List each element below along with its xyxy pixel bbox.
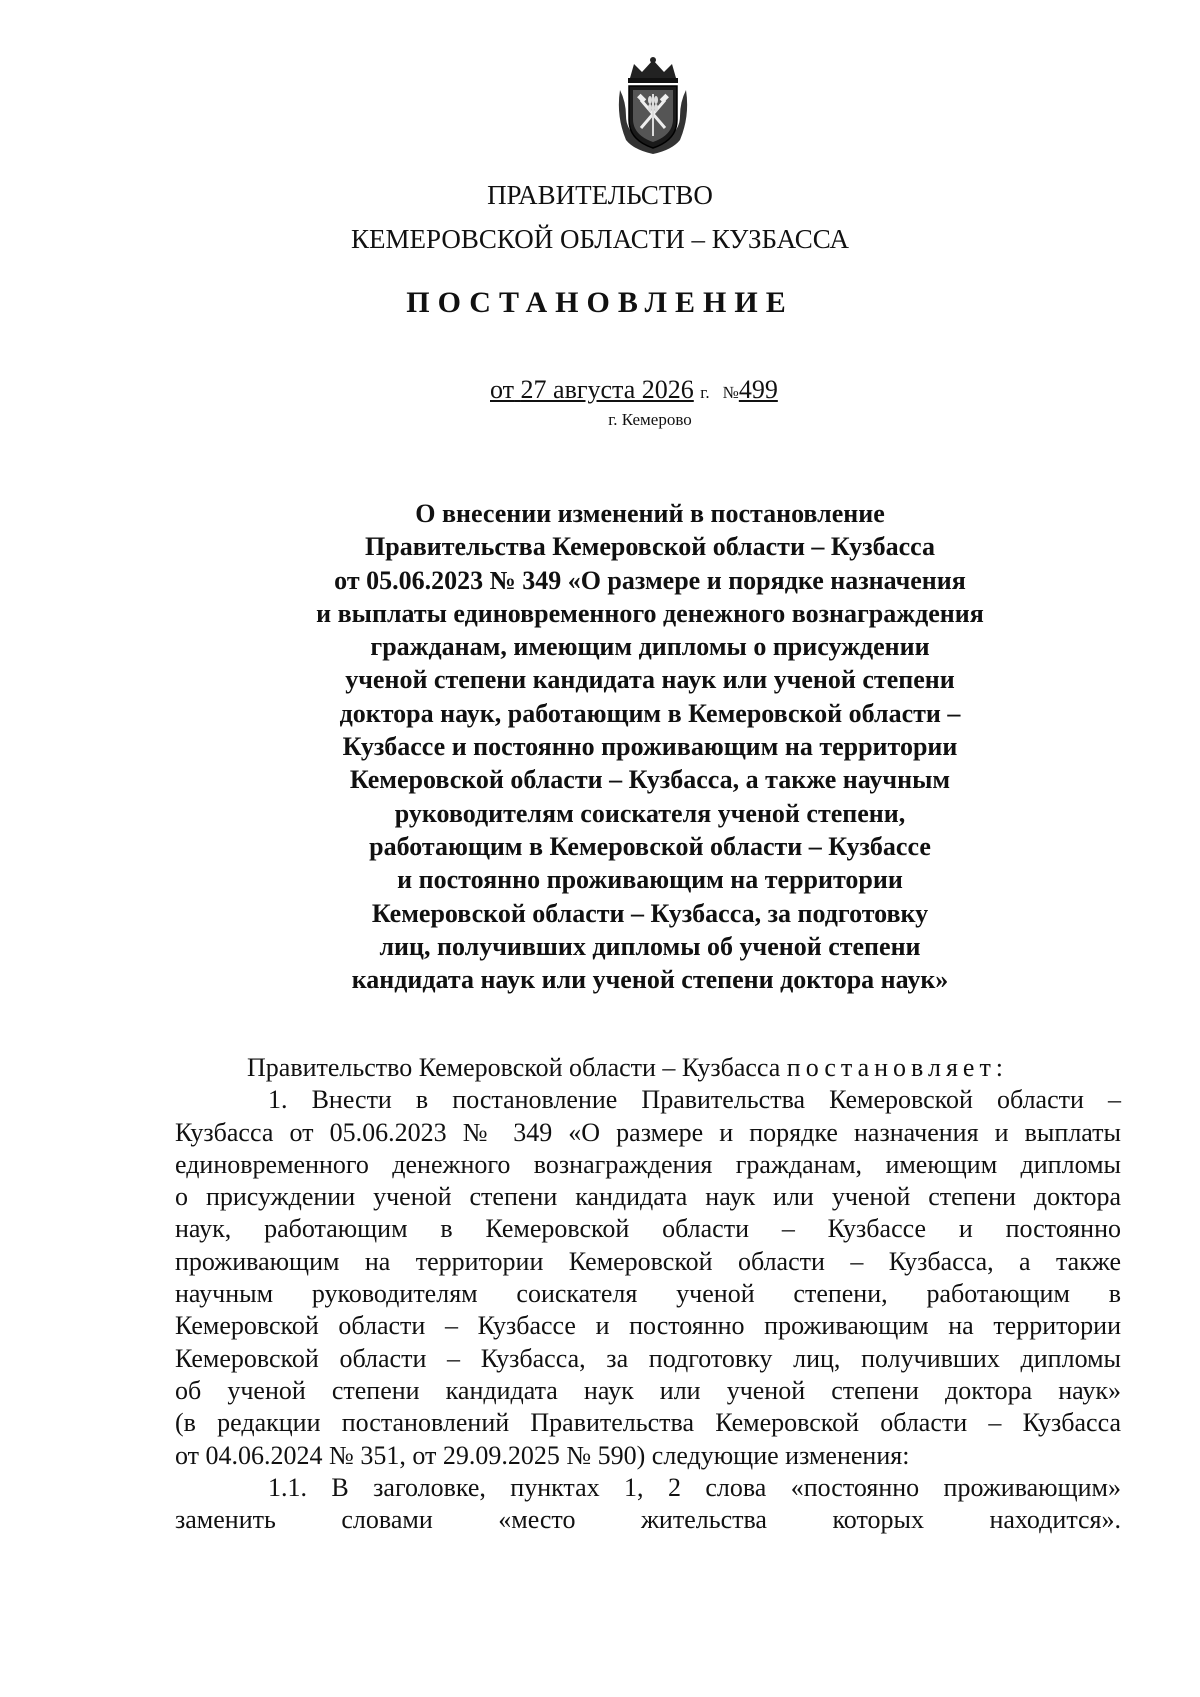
body-line: от 04.06.2024 № 351, от 29.09.2025 № 590) следующие изменения: — [175, 1440, 910, 1470]
body-line: об ученой степени кандидата наук или ученой степени доктора наук» — [175, 1375, 1121, 1405]
body-line: Кузбасса от 05.06.2023 № 349 «О размере и порядке назначения и выплаты — [175, 1117, 1121, 1147]
title-line: гражданам, имеющим дипломы о присуждении — [370, 632, 930, 662]
body-line: 1. Внести в постановление Правительства Кемеровской области – — [268, 1085, 1121, 1115]
title-line: доктора наук, работающим в Кемеровской области – — [339, 698, 961, 728]
preamble — [175, 1052, 1121, 1084]
document-body — [175, 1052, 1121, 1536]
preamble-verb: постановляет: — [786, 1053, 1009, 1082]
title-line: ученой степени кандидата наук или ученой степени — [345, 665, 955, 695]
title-line: лиц, получивших дипломы об ученой степени — [379, 931, 921, 961]
body-line: о присуждении ученой степени кандидата наук или ученой степени доктора — [175, 1182, 1121, 1212]
city: г. Кемерово — [608, 410, 692, 429]
body-line: наук, работающим в Кемеровской области – Кузбассе и постоянно — [175, 1214, 1121, 1244]
title-line: и постоянно проживающим на территории — [397, 865, 903, 895]
date-suffix: г. — [700, 383, 710, 402]
title-line: и выплаты единовременного денежного вознаграждения — [316, 598, 984, 628]
title-line: Кузбассе и постоянно проживающим на территории — [342, 732, 958, 762]
preamble-text: Правительство Кемеровской области – Кузбасса — [247, 1053, 781, 1082]
title-line: кандидата наук или ученой степени доктора наук» — [351, 965, 949, 995]
title-line: от 05.06.2023 № 349 «О размере и порядке назначения — [334, 565, 966, 595]
document-type: ПОСТАНОВЛЕНИЕ — [406, 286, 794, 319]
coat-of-arms-icon — [614, 56, 692, 156]
government-name-line1: ПРАВИТЕЛЬСТВО — [487, 180, 713, 210]
title-line: О внесении изменений в постановление — [415, 499, 885, 528]
government-name-line2: КЕМЕРОВСКОЙ ОБЛАСТИ – КУЗБАССА — [351, 224, 849, 254]
body-line: единовременного денежного вознаграждения гражданам, имеющим дипломы — [175, 1149, 1121, 1179]
title-line: работающим в Кемеровской области – Кузбассе — [369, 831, 931, 861]
body-line: заменить словами «место жительства которых находится». — [175, 1505, 1121, 1535]
body-line: Кемеровской области – Кузбасса, за подготовку лиц, получивших дипломы — [175, 1343, 1121, 1373]
date-number-line — [490, 375, 778, 405]
document-title — [180, 497, 1120, 996]
title-line: Правительства Кемеровской области – Кузбасса — [365, 532, 935, 562]
body-line: научным руководителям соискателя ученой степени, работающим в — [175, 1279, 1121, 1309]
body-line: (в редакции постановлений Правительства Кемеровской области – Кузбасса — [175, 1408, 1121, 1438]
body-line: 1.1. В заголовке, пунктах 1, 2 слова «постоянно проживающим» — [268, 1472, 1121, 1502]
title-line: Кемеровской области – Кузбасса, за подготовку — [371, 898, 929, 928]
title-line: Кемеровской области – Кузбасса, а также научным — [349, 765, 951, 795]
title-line: руководителям соискателя ученой степени, — [394, 798, 906, 828]
number-prefix: № — [722, 383, 739, 402]
document-date: 27 августа 2026 — [520, 375, 694, 404]
date-prefix: от — [490, 375, 515, 404]
document-number: 499 — [738, 375, 778, 404]
body-line: проживающим на территории Кемеровской области – Кузбасса, а также — [175, 1246, 1121, 1276]
body-line: Кемеровской области – Кузбассе и постоянно проживающим на территории — [175, 1311, 1121, 1341]
